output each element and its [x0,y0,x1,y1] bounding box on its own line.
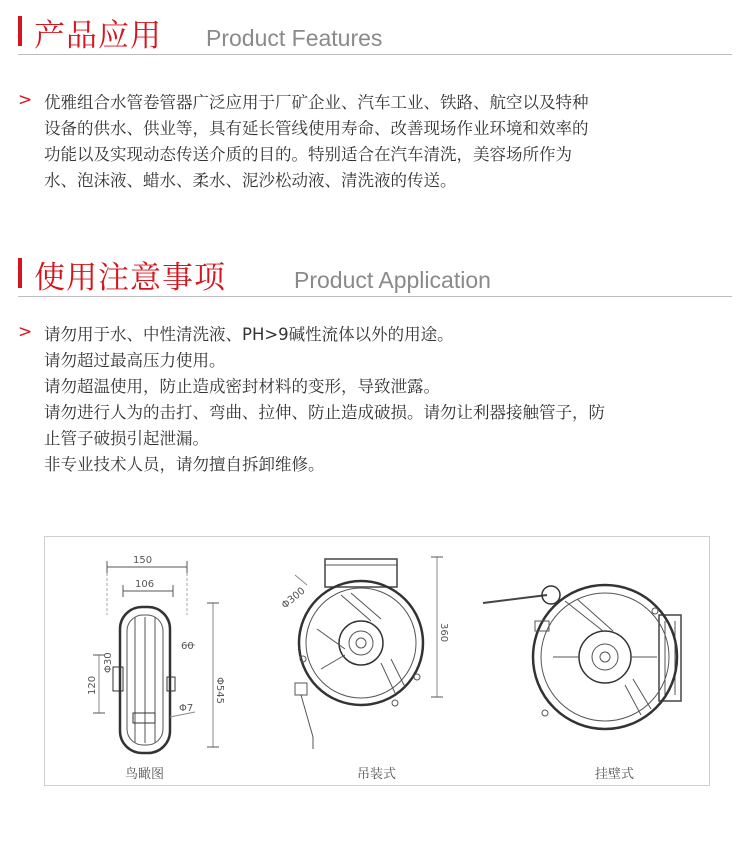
features-line: 设备的供水、供业等，具有延长管线使用寿命、改善现场作业环境和效率的 [44,119,589,138]
features-header [18,12,732,55]
caution-line: 非专业技术人员，请勿擅自拆卸维修。 [44,455,325,474]
caution-line: 请勿超温使用，防止造成密封材料的变形，导致泄露。 [44,377,440,396]
features-line: 优雅组合水管卷管器广泛应用于厂矿企业、汽车工业、铁路、航空以及特种 [44,93,589,112]
bullet-arrow-icon: > [18,90,33,110]
dim-height: 360 [438,623,449,643]
caption-wall-mount: 挂壁式 [595,767,635,782]
dim-diameter: Φ300 [279,585,308,612]
caution-line: 请勿超过最高压力使用。 [44,351,226,370]
drawings-svg [45,537,709,785]
ceiling-mount-drawing [295,557,443,749]
caption-ceiling-mount: 吊装式 [357,767,397,782]
dim-hole: Φ7 [179,703,194,714]
features-paragraph [44,90,720,194]
dim-left-height: 120 [87,675,98,695]
caution-line: 止管子破损引起泄漏。 [44,429,209,448]
cautions-title-cn: 使用注意事项 [34,260,226,296]
technical-drawings [44,536,710,786]
accent-bar [18,258,22,288]
cautions-body [18,322,720,478]
features-line: 水、泡沫液、蜡水、柔水、泥沙松动液、清洗液的传送。 [44,171,457,190]
cautions-header [18,254,732,297]
features-body [18,90,720,194]
accent-bar [18,16,22,46]
bullet-arrow-icon: > [18,322,33,342]
dim-right-big: Φ545 [214,677,225,704]
dim-left-label: Φ30 [103,652,114,673]
dim-inner-width: 106 [135,579,155,590]
cautions-paragraph [44,322,720,478]
features-title-en: Product Features [206,25,383,51]
caution-line: 请勿用于水、中性清洗液、PH>9碱性流体以外的用途。 [44,325,454,344]
cautions-title-en: Product Application [294,267,491,293]
features-title-cn: 产品应用 [34,18,162,54]
dim-top-width: 150 [133,555,153,566]
caution-line: 请勿进行人为的击打、弯曲、拉伸、防止造成破损。请勿让利器接触管子，防 [44,403,605,422]
caption-top-view: 鸟瞰图 [125,767,165,782]
features-line: 功能以及实现动态传送介质的目的。特别适合在汽车清洗，美容场所作为 [44,145,572,164]
wall-mount-drawing [483,585,681,729]
dim-right-small: 60 [181,641,194,652]
